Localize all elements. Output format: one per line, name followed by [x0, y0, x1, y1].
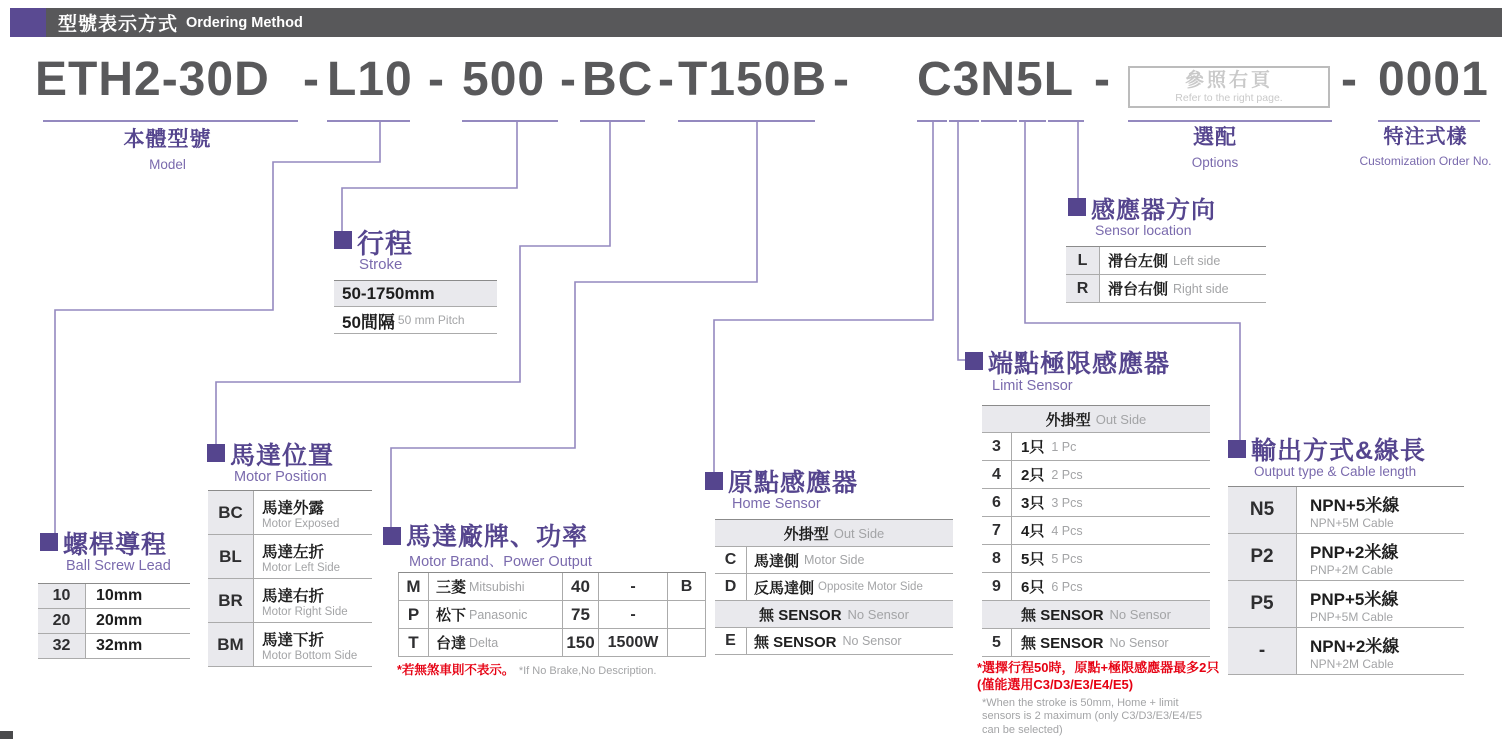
brand-en: Mitsubishi	[469, 579, 525, 594]
table-row	[334, 307, 497, 334]
value-en: Motor Exposed	[262, 517, 340, 530]
value-en: 3 Pcs	[1051, 495, 1083, 510]
limit-note-en: *When the stroke is 50mm, Home + limit sensors is 2 maximum (only C3/D3/E3/E4/E5 can be selected)	[982, 697, 1203, 736]
group-header-row	[715, 601, 953, 628]
brand-en: Delta	[469, 635, 499, 650]
model-segment-position: BC	[582, 53, 654, 106]
label-options-zh: 選配	[1193, 126, 1237, 149]
lead-table	[38, 583, 190, 659]
value-en: PNP+5M Cable	[1310, 609, 1394, 624]
underline-body	[43, 120, 298, 122]
label-custom-zh: 特注式樣	[1383, 126, 1468, 148]
stroke-heading-en: Stroke	[359, 256, 403, 273]
value-en: NPN+2M Cable	[1310, 656, 1394, 671]
table-row	[399, 573, 705, 601]
value-en: NPN+5M Cable	[1310, 515, 1394, 530]
model-segment-stroke: 500	[462, 53, 546, 106]
group-zh: 外掛型	[783, 525, 829, 543]
model-segment-brand: T150B	[678, 53, 828, 106]
value-en: 5 Pcs	[1051, 551, 1083, 566]
location-heading-en: Sensor location	[1095, 222, 1192, 238]
model-segment-body: ETH2-30D	[35, 53, 270, 106]
value-cell: 20mm	[96, 612, 143, 629]
group-en: No Sensor	[1109, 607, 1171, 622]
code-cell: -	[1228, 628, 1297, 674]
code-cell: M	[399, 573, 429, 600]
stroke-table	[334, 280, 497, 334]
section-bullet-icon	[705, 472, 723, 490]
value-en: No Sensor	[842, 634, 902, 648]
value-en: Motor Right Side	[262, 605, 348, 618]
table-row	[982, 489, 1210, 517]
underline-options	[1128, 120, 1332, 122]
value-zh: 無 SENSOR	[1021, 635, 1104, 652]
section-bullet-icon	[1228, 440, 1246, 458]
label-custom	[1318, 126, 1502, 168]
brand-zh: 台達	[436, 635, 467, 652]
label-options	[1115, 126, 1315, 170]
power-cell: 150	[563, 629, 599, 656]
label-model-zh: 本體型號	[123, 128, 212, 151]
table-row	[982, 433, 1210, 461]
code-cell: 3	[982, 433, 1012, 460]
code-cell: P	[399, 601, 429, 628]
value-en: PNP+2M Cable	[1310, 562, 1394, 577]
limit-heading-zh: 端點極限感應器	[988, 350, 1171, 378]
underline-order	[1378, 120, 1480, 122]
limit-heading-en: Limit Sensor	[992, 378, 1073, 394]
options-box-zh: 參照右頁	[1184, 69, 1273, 91]
group-header-row	[982, 406, 1210, 433]
code-cell: BL	[208, 535, 254, 578]
options-reference-box	[1128, 66, 1330, 108]
model-segment-lead: L10	[327, 53, 413, 106]
code-cell: BR	[208, 579, 254, 622]
value-en: No Sensor	[1109, 635, 1169, 650]
label-options-en: Options	[1191, 155, 1239, 171]
value-en: 6 Pcs	[1051, 579, 1083, 594]
watt-cell: -	[599, 573, 668, 600]
code-cell: L	[1066, 247, 1100, 274]
output-table	[1228, 486, 1464, 675]
options-box-en: Refer to the right page.	[1175, 91, 1283, 104]
location-table	[1066, 246, 1266, 303]
underline-limit	[949, 120, 979, 122]
code-cell: 4	[982, 461, 1012, 488]
table-row	[715, 628, 953, 655]
underline-lead	[327, 120, 410, 122]
code-cell: 20	[38, 609, 86, 633]
table-row	[715, 547, 953, 574]
position-heading-zh: 馬達位置	[230, 442, 335, 470]
table-row	[982, 545, 1210, 573]
location-heading-zh: 感應器方向	[1091, 197, 1216, 224]
page-corner-mark	[0, 731, 13, 739]
value-zh: NPN+2米線	[1310, 636, 1400, 656]
section-bullet-icon	[383, 527, 401, 545]
table-row	[208, 535, 372, 579]
underline-location	[1048, 120, 1084, 122]
watt-cell: -	[599, 601, 668, 628]
model-segment-sensors: C3N5L	[917, 53, 1075, 106]
group-en: Out Side	[1095, 411, 1147, 427]
home-heading-en: Home Sensor	[732, 496, 821, 512]
power-cell: 75	[563, 601, 599, 628]
code-cell: BC	[208, 491, 254, 534]
model-separator: -	[658, 53, 675, 106]
table-row	[38, 584, 190, 609]
value-zh: NPN+5米線	[1310, 495, 1400, 515]
brake-cell	[668, 629, 705, 656]
output-heading-en: Output type & Cable length	[1254, 464, 1417, 479]
brand-table	[398, 572, 706, 657]
section-bullet-icon	[40, 533, 58, 551]
model-separator: -	[428, 53, 445, 106]
position-heading-en: Motor Position	[234, 469, 327, 485]
value-en: 1 Pc	[1051, 439, 1077, 454]
brand-note-en: *If No Brake,No Description.	[518, 665, 657, 677]
brake-cell: B	[680, 577, 693, 595]
code-cell: E	[715, 628, 747, 654]
value-zh: 滑台右側	[1108, 281, 1169, 298]
code-cell: T	[399, 629, 429, 656]
value-zh: 1只	[1021, 439, 1045, 456]
section-bullet-icon	[334, 231, 352, 249]
model-separator: -	[833, 53, 850, 106]
table-row	[208, 623, 372, 667]
brand-zh: 三菱	[436, 579, 467, 596]
titlebar-accent-square-icon	[10, 8, 46, 37]
code-cell: 32	[38, 634, 86, 658]
code-cell: 10	[38, 584, 86, 608]
table-row	[1066, 275, 1266, 303]
lead-heading-zh: 螺桿導程	[63, 531, 168, 559]
stroke-pitch-en: 50 mm Pitch	[397, 313, 465, 327]
code-cell: N5	[1228, 487, 1297, 533]
table-row	[1228, 581, 1464, 628]
table-row	[1228, 534, 1464, 581]
table-row	[334, 281, 497, 307]
value-zh: 5只	[1021, 551, 1045, 568]
brake-cell	[668, 601, 705, 628]
code-cell: C	[715, 547, 747, 573]
value-en: 4 Pcs	[1051, 523, 1083, 538]
label-model-en: Model	[149, 157, 186, 173]
table-row	[982, 629, 1210, 657]
underline-stroke	[462, 120, 558, 122]
brand-heading-zh: 馬達廠牌、功率	[406, 523, 589, 551]
stroke-pitch-zh: 50間隔	[342, 312, 395, 332]
lead-heading-en: Ball Screw Lead	[66, 558, 171, 574]
value-cell: 10mm	[96, 587, 143, 604]
code-cell: R	[1066, 275, 1100, 302]
value-en: 2 Pcs	[1051, 467, 1083, 482]
value-en: Motor Left Side	[262, 561, 340, 574]
value-zh: 無 SENSOR	[754, 633, 837, 651]
model-separator: -	[1341, 53, 1358, 106]
value-zh: 4只	[1021, 523, 1045, 540]
output-heading-zh: 輸出方式&線長	[1251, 437, 1427, 465]
table-row	[208, 491, 372, 535]
code-cell: 8	[982, 545, 1012, 572]
table-row	[982, 517, 1210, 545]
table-row	[399, 629, 705, 657]
brand-note	[397, 660, 656, 679]
label-custom-en: Customization Order No.	[1359, 154, 1492, 168]
table-row	[38, 609, 190, 634]
limit-table	[982, 405, 1210, 657]
table-row	[1228, 487, 1464, 534]
model-separator: -	[560, 53, 577, 106]
table-row	[982, 573, 1210, 601]
value-zh: 馬達外露	[262, 499, 325, 517]
value-zh: 2只	[1021, 467, 1045, 484]
model-separator: -	[1094, 53, 1111, 106]
value-zh: PNP+5米線	[1310, 589, 1399, 609]
power-cell: 40	[563, 573, 599, 600]
limit-note-zh: *選擇行程50時，原點+極限感應器最多2只 (僅能選用C3/D3/E3/E4/E5)	[977, 660, 1220, 692]
brand-zh: 松下	[436, 607, 467, 624]
stroke-range: 50-1750mm	[342, 283, 435, 303]
underline-output-5	[1019, 120, 1046, 122]
table-row	[399, 601, 705, 629]
value-zh: 滑台左側	[1108, 253, 1169, 270]
value-en: Left side	[1173, 253, 1221, 268]
value-en: Motor Bottom Side	[262, 649, 358, 662]
value-en: Right side	[1173, 281, 1229, 296]
value-zh: PNP+2米線	[1310, 542, 1399, 562]
code-cell: 6	[982, 489, 1012, 516]
brand-heading-en: Motor Brand、Power Output	[409, 554, 592, 570]
group-header-row	[982, 601, 1210, 629]
table-row	[1066, 247, 1266, 275]
table-row	[38, 634, 190, 659]
position-table	[208, 490, 372, 667]
title-zh: 型號表示方式	[58, 14, 179, 35]
value-zh: 6只	[1021, 579, 1045, 596]
group-header-row	[715, 520, 953, 547]
value-en: Opposite Motor Side	[818, 581, 923, 593]
value-cell: 32mm	[96, 637, 143, 654]
value-zh: 馬達左折	[262, 543, 325, 561]
section-bullet-icon	[1068, 198, 1086, 216]
section-bullet-icon	[207, 444, 225, 462]
code-cell: 7	[982, 517, 1012, 544]
home-heading-zh: 原點感應器	[728, 469, 859, 497]
brand-en: Panasonic	[469, 607, 528, 622]
code-cell: P5	[1228, 581, 1297, 627]
underline-brand	[678, 120, 815, 122]
model-separator: -	[303, 53, 320, 106]
value-zh: 反馬達側	[754, 579, 815, 597]
value-zh: 馬達下折	[262, 631, 325, 649]
group-en: No Sensor	[847, 606, 909, 622]
code-cell: 9	[982, 573, 1012, 600]
section-title-bar	[10, 8, 1502, 37]
stroke-heading-zh: 行程	[357, 229, 413, 259]
model-segment-order: 0001	[1378, 53, 1489, 106]
table-row	[982, 461, 1210, 489]
underline-home	[917, 120, 947, 122]
table-row	[1228, 628, 1464, 675]
underline-position	[580, 120, 645, 122]
group-en: Out Side	[833, 525, 885, 541]
title-en: Ordering Method	[186, 14, 303, 31]
value-en: Motor Side	[804, 553, 865, 567]
brand-note-zh: *若無煞車則不表示。	[397, 663, 515, 677]
section-bullet-icon	[965, 352, 983, 370]
group-zh: 無 SENSOR	[759, 606, 842, 624]
label-model	[60, 128, 275, 172]
code-cell: D	[715, 574, 747, 600]
code-cell: BM	[208, 623, 254, 666]
home-table	[715, 519, 953, 655]
group-zh: 無 SENSOR	[1021, 607, 1104, 624]
value-zh: 馬達側	[754, 552, 800, 570]
value-zh: 馬達右折	[262, 587, 325, 605]
code-cell: P2	[1228, 534, 1297, 580]
table-row	[208, 579, 372, 623]
value-zh: 3只	[1021, 495, 1045, 512]
code-cell: 5	[982, 629, 1012, 656]
underline-output-n	[981, 120, 1017, 122]
table-row	[715, 574, 953, 601]
watt-cell: 1500W	[599, 629, 668, 656]
group-zh: 外掛型	[1045, 411, 1091, 429]
